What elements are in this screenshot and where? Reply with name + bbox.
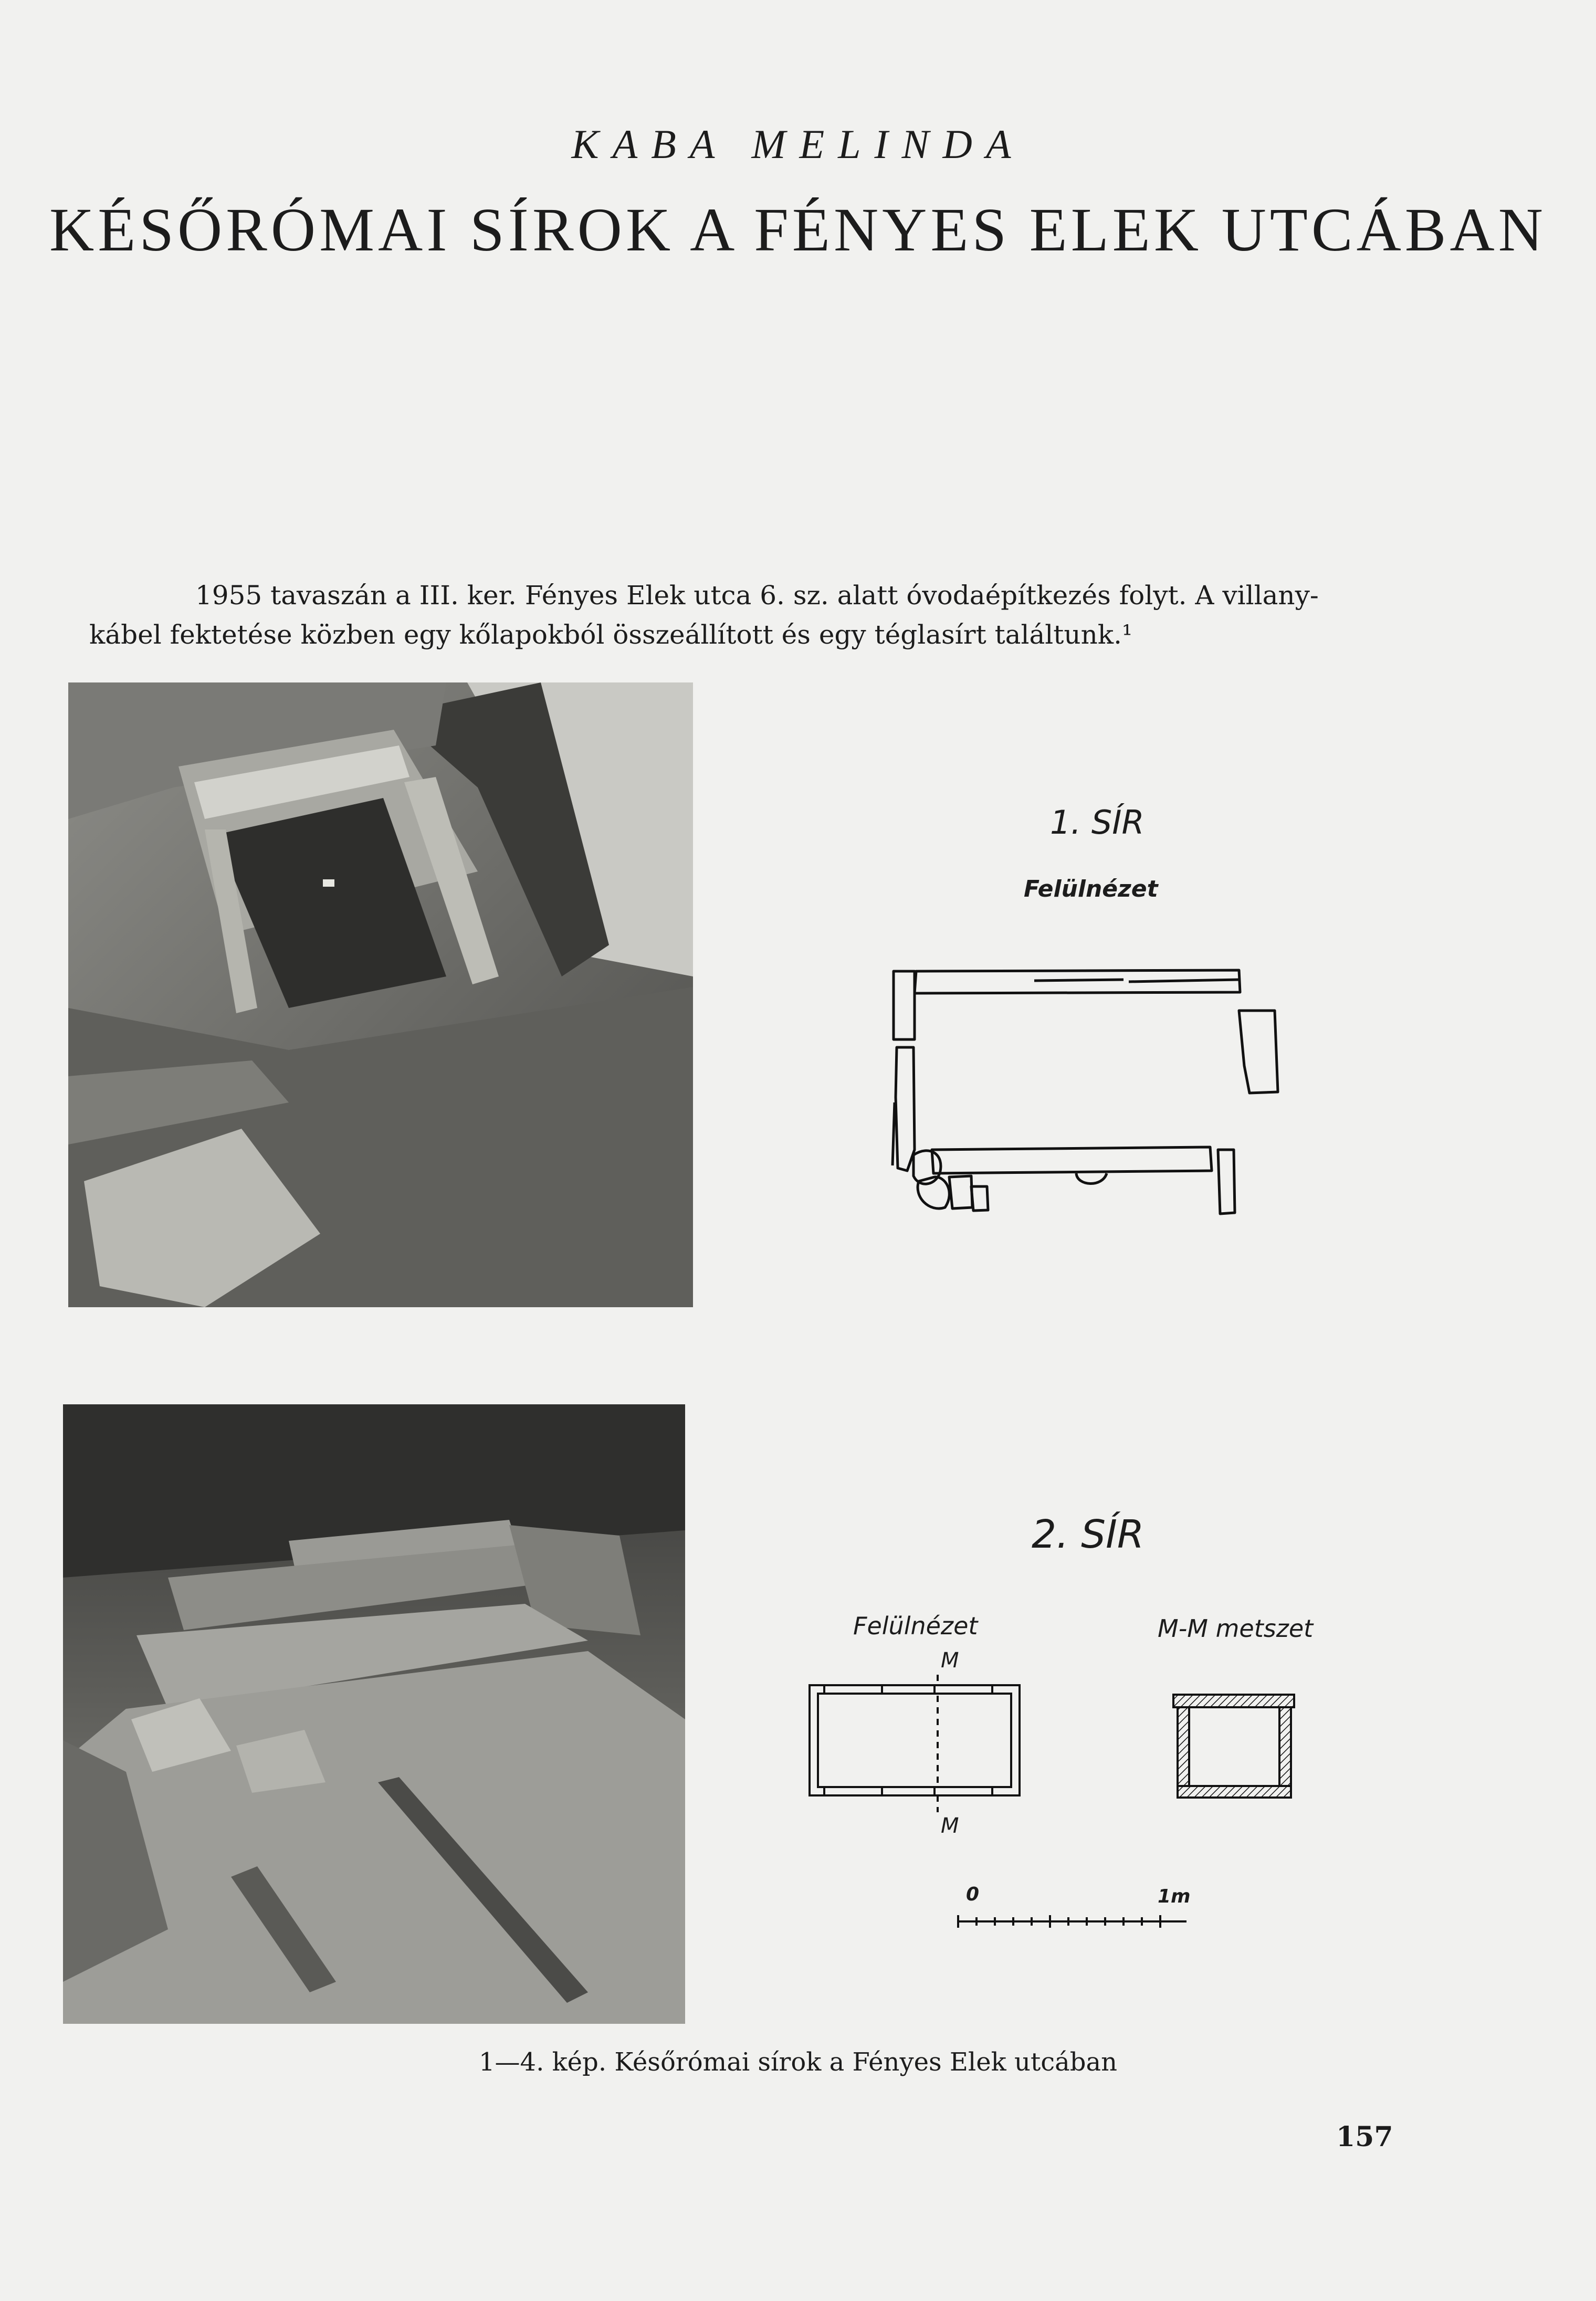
grave2-section-drawing [1168,1689,1299,1805]
grave1-photo [68,682,693,1307]
scale-start-label: 0 [966,1884,980,1905]
figure-caption: 1—4. kép. Későrómai sírok a Fényes Elek utcában [479,2047,1117,2077]
paragraph-line-1: 1955 tavaszán a III. ker. Fényes Elek utca 6. sz. alatt óvodaépítkezés folyt. A villany- [195,580,1319,611]
scale-bar [956,1911,1192,1932]
grave2-photo [63,1404,685,2024]
grave2-section-label: M-M metszet [1158,1614,1314,1643]
grave2-view-label: Felülnézet [853,1612,978,1640]
grave1-view-label: Felülnézet [1024,876,1158,902]
section-marker-bottom: M [941,1814,959,1838]
grave1-title: 1. SÍR [1050,803,1144,842]
article-title: KÉSŐRÓMAI SÍROK A FÉNYES ELEK UTCÁBAN [49,195,1547,264]
grave1-plan-drawing [882,961,1302,1234]
page-number: 157 [1336,2121,1393,2153]
grave2-title: 2. SÍR [1032,1512,1144,1557]
grave2-plan-drawing [803,1675,1029,1816]
author-name: KABA MELINDA [571,121,1025,167]
section-marker-top: M [941,1648,959,1673]
scale-end-label: 1m [1158,1886,1191,1907]
paragraph-line-2: kábel fektetése közben egy kőlapokból összeállított és egy téglasírt találtunk.¹ [89,619,1133,650]
